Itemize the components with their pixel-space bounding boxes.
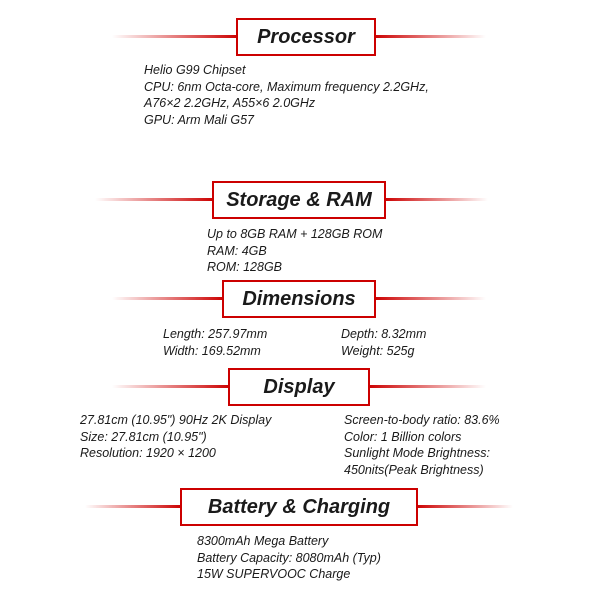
spec-line: 450nits(Peak Brightness) [344, 462, 484, 477]
header-rule-right [368, 385, 486, 388]
spec-line: Helio G99 Chipset [144, 63, 246, 77]
spec-line: Weight: 525g [341, 343, 415, 358]
processor-specs [144, 62, 429, 128]
dimensions-specs-left [163, 326, 267, 359]
spec-line: Depth: 8.32mm [341, 327, 427, 341]
spec-line: Length: 257.97mm [163, 327, 268, 341]
header-rule-left [85, 505, 182, 508]
spec-line: A76×2 2.2GHz, A55×6 2.0GHz [144, 96, 316, 110]
spec-line: Up to 8GB RAM + 128GB ROM [207, 227, 383, 241]
section-title-processor: Processor [236, 18, 376, 56]
header-rule-left [112, 385, 230, 388]
spec-line: Color: 1 Billion colors [344, 429, 462, 444]
dimensions-specs-right [341, 326, 426, 359]
section-title-storage: Storage & RAM [212, 181, 386, 219]
spec-line: 27.81cm (10.95") 90Hz 2K Display [80, 413, 272, 427]
section-title-dimensions: Dimensions [222, 280, 376, 318]
spec-line: Battery Capacity: 8080mAh (Typ) [197, 550, 381, 565]
spec-line: Width: 169.52mm [163, 343, 261, 358]
section-title-display: Display [228, 368, 370, 406]
header-rule-right [384, 198, 488, 201]
header-rule-right [374, 297, 486, 300]
header-rule-left [112, 297, 224, 300]
spec-line: GPU: Arm Mali G57 [144, 112, 254, 127]
header-rule-right [416, 505, 513, 508]
storage-specs [207, 226, 382, 276]
header-rule-left [112, 35, 238, 38]
spec-line: Resolution: 1920 × 1200 [80, 446, 216, 460]
spec-line: 8300mAh Mega Battery [197, 534, 329, 548]
section-title-battery: Battery & Charging [180, 488, 418, 526]
spec-line: 15W SUPERVOOC Charge [197, 567, 351, 581]
spec-line: CPU: 6nm Octa-core, Maximum frequency 2.2GHz, [144, 79, 429, 94]
spec-line: RAM: 4GB [207, 243, 267, 258]
display-specs-left [80, 412, 271, 462]
spec-line: Size: 27.81cm (10.95") [80, 429, 207, 444]
header-rule-right [374, 35, 486, 38]
spec-line: Sunlight Mode Brightness: [344, 446, 490, 460]
display-specs-right [344, 412, 500, 478]
spec-line: Screen-to-body ratio: 83.6% [344, 413, 500, 427]
spec-line: ROM: 128GB [207, 260, 283, 274]
header-rule-left [95, 198, 214, 201]
battery-specs [197, 533, 381, 583]
